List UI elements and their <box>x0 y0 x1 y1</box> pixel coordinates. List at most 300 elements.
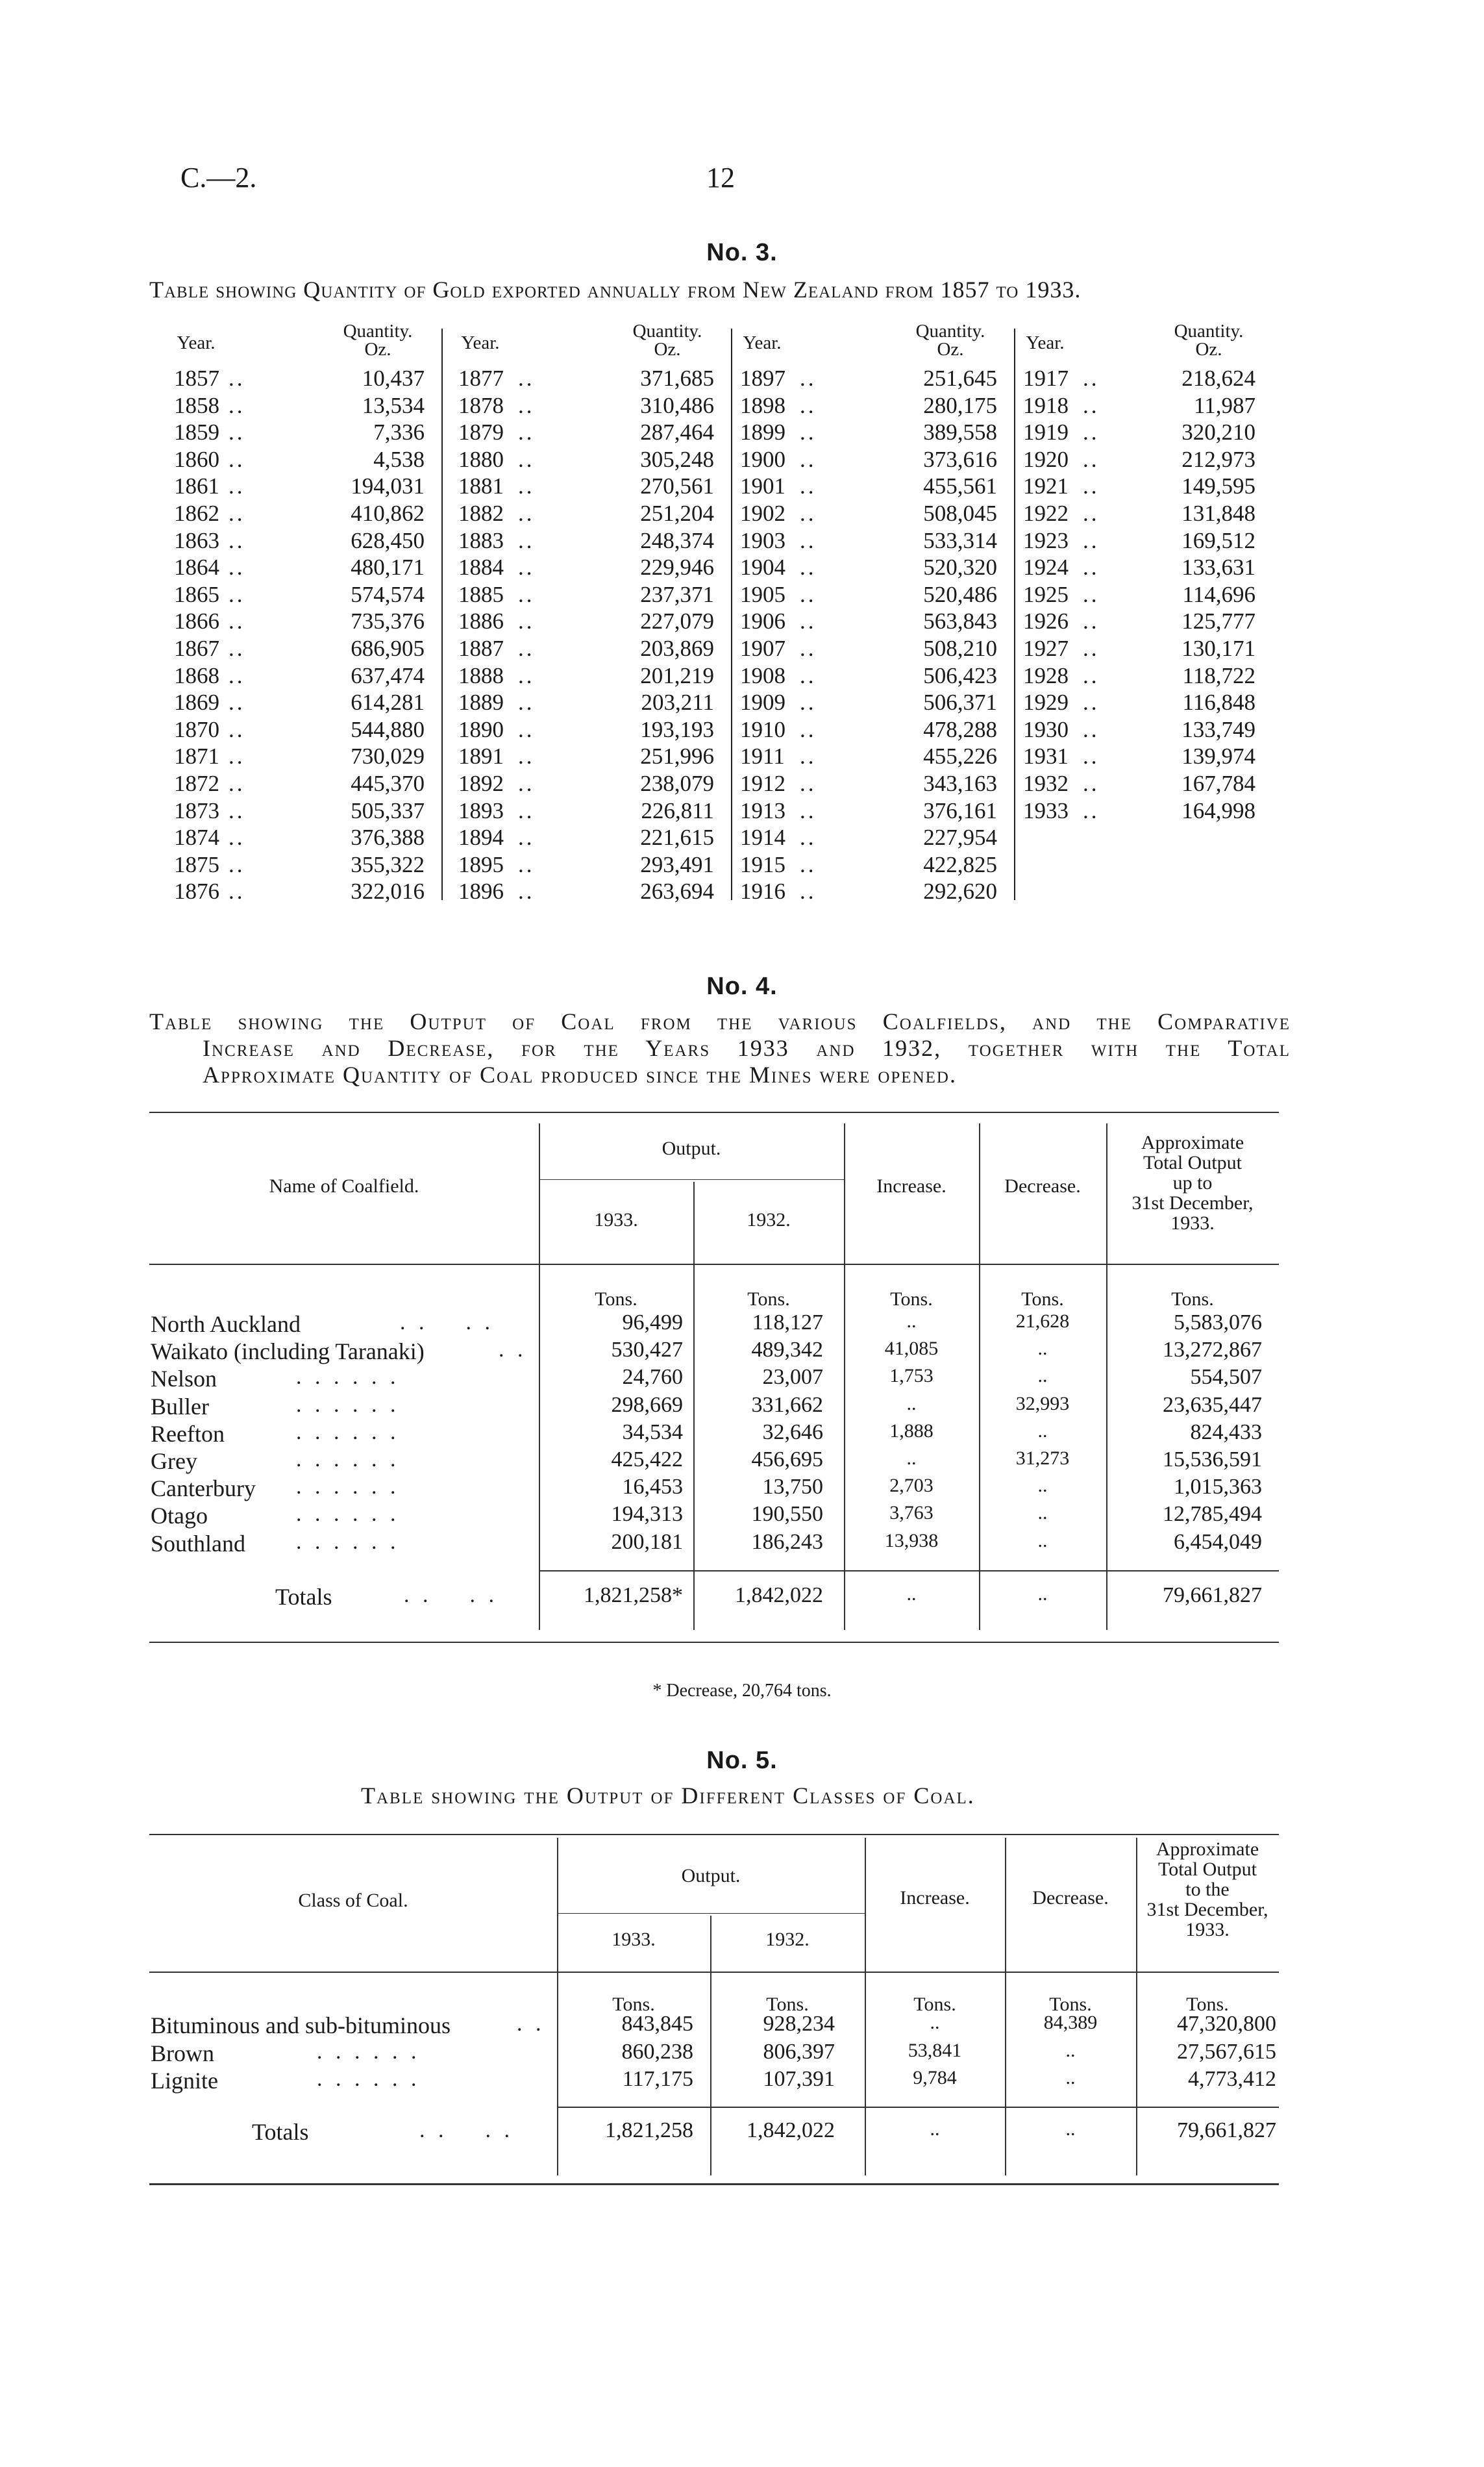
gold-row <box>454 473 732 500</box>
gold-quantity: 287,464 <box>640 420 714 445</box>
coal-row-decrease: .. <box>1037 1338 1048 1360</box>
gold-leader: .. <box>229 690 245 716</box>
gold-quantity: 445,370 <box>351 771 425 796</box>
table4-col-name: Name of Coalfield. <box>269 1175 419 1197</box>
gold-column <box>170 322 443 910</box>
gold-qty-header-line: Quantity. <box>343 321 413 342</box>
gold-quantity: 149,595 <box>1181 473 1255 499</box>
table4-totals-label: Totals <box>275 1584 332 1610</box>
gold-qty-header-line: Quantity. <box>1174 321 1244 342</box>
gold-row <box>736 743 1015 770</box>
gold-quantity: 305,248 <box>640 446 714 472</box>
gold-row <box>1019 527 1274 555</box>
coal-row-decrease: 21,628 <box>1015 1310 1070 1332</box>
gold-row <box>170 473 443 500</box>
gold-row <box>170 392 443 420</box>
gold-leader: .. <box>800 392 817 418</box>
table5-top-rule <box>149 1834 1279 1835</box>
gold-row <box>170 689 443 716</box>
gold-year: 1909 <box>740 690 785 716</box>
gold-quantity: 229,946 <box>640 555 714 581</box>
coal-row-1932: 806,397 <box>763 2039 835 2064</box>
gold-leader: .. <box>229 501 245 526</box>
gold-row <box>454 635 732 662</box>
gold-qty-header-unit: Oz. <box>937 339 964 360</box>
table4-top-rule <box>149 1112 1279 1113</box>
gold-row <box>170 581 443 608</box>
coal-row-1933: 860,238 <box>621 2039 693 2064</box>
table4-totals-rule <box>539 1570 1279 1572</box>
gold-year: 1924 <box>1023 555 1069 581</box>
gold-leader: .. <box>229 473 245 499</box>
coal-row-leader: . . . . . . <box>296 1447 400 1471</box>
gold-year: 1904 <box>740 555 785 581</box>
gold-column <box>454 322 732 910</box>
table4-unit-decrease: Tons. <box>1021 1288 1064 1310</box>
gold-quantity: 131,848 <box>1181 501 1255 526</box>
gold-row <box>170 554 443 581</box>
table5-caption: Table showing the Output of Different Classes of Coal. <box>361 1783 975 1809</box>
gold-year: 1898 <box>740 392 785 418</box>
coal-row-leader: . . . . . . <box>317 2039 421 2064</box>
gold-year: 1878 <box>458 392 504 418</box>
gold-qty-header-unit: Oz. <box>1195 339 1222 360</box>
gold-leader: .. <box>1083 608 1100 634</box>
gold-quantity: 371,685 <box>640 366 714 391</box>
coal-row-1932: 928,234 <box>763 2012 835 2036</box>
gold-row <box>170 716 443 744</box>
coal-row-total: 1,015,363 <box>1174 1475 1262 1499</box>
gold-quantity: 544,880 <box>351 716 425 742</box>
gold-quantity: 505,337 <box>351 797 425 823</box>
gold-row <box>1019 365 1274 392</box>
coal-row-total: 6,454,049 <box>1174 1529 1262 1554</box>
gold-quantity: 248,374 <box>640 527 714 553</box>
gold-quantity: 125,777 <box>1181 608 1255 634</box>
gold-leader: .. <box>800 851 817 877</box>
gold-quantity: 310,486 <box>640 392 714 418</box>
gold-year: 1893 <box>458 797 504 823</box>
gold-year: 1899 <box>740 420 785 445</box>
gold-year: 1923 <box>1023 527 1069 553</box>
table4-bottom-rule <box>149 1642 1279 1643</box>
gold-row <box>170 527 443 555</box>
gold-year: 1931 <box>1023 744 1069 770</box>
table4-totals-1932: 1,842,022 <box>735 1583 823 1607</box>
gold-quantity: 614,281 <box>351 690 425 716</box>
table4-col-output: Output. <box>662 1138 721 1159</box>
gold-quantity: 133,749 <box>1181 716 1255 742</box>
table4-col-1933: 1933. <box>594 1209 638 1231</box>
coal-row-name: Brown <box>151 2040 214 2066</box>
gold-quantity: 169,512 <box>1181 527 1255 553</box>
table4-col-total-line: Approximate <box>1141 1132 1244 1153</box>
gold-quantity: 508,210 <box>923 636 997 661</box>
gold-row <box>170 419 443 446</box>
gold-leader: .. <box>518 527 535 553</box>
table4-caption-line2: Increase and Decrease, for the Years 1933 and 1932, together with the Total <box>203 1035 1291 1061</box>
gold-year: 1894 <box>458 825 504 851</box>
coal-row-increase: .. <box>906 1447 917 1469</box>
gold-row <box>1019 392 1274 420</box>
gold-leader: .. <box>800 555 817 581</box>
gold-row <box>1019 689 1274 716</box>
coal-row-increase: 13,938 <box>884 1529 939 1551</box>
coal-row-1932: 23,007 <box>762 1365 823 1390</box>
coal-row-name: Nelson <box>151 1366 217 1392</box>
coal-row-leader: . . . . . . <box>296 1475 400 1499</box>
gold-row <box>736 446 1015 473</box>
gold-leader: .. <box>1083 744 1100 770</box>
gold-row <box>170 608 443 635</box>
gold-leader: .. <box>518 716 535 742</box>
gold-year: 1887 <box>458 636 504 661</box>
gold-year: 1926 <box>1023 608 1069 634</box>
table4-header-rule <box>149 1264 1279 1265</box>
gold-leader: .. <box>1083 771 1100 796</box>
gold-quantity: 7,336 <box>373 420 425 445</box>
gold-leader: .. <box>518 771 535 796</box>
table5-totals-decrease: .. <box>1065 2118 1076 2140</box>
table5-col-total-line: 31st December, <box>1146 1899 1268 1920</box>
gold-leader: .. <box>229 825 245 851</box>
gold-quantity: 563,843 <box>923 608 997 634</box>
gold-leader: .. <box>800 636 817 661</box>
coal-row-1932: 190,550 <box>751 1502 823 1527</box>
gold-year: 1862 <box>174 501 219 526</box>
gold-quantity: 212,973 <box>1181 446 1255 472</box>
table4-totals-leader: . . . . <box>404 1583 498 1607</box>
gold-row <box>736 473 1015 500</box>
coal-row-1933: 425,422 <box>611 1447 683 1471</box>
table5-totals-increase: .. <box>930 2118 940 2140</box>
coal-row-total: 15,536,591 <box>1163 1447 1262 1471</box>
gold-quantity: 10,437 <box>362 366 425 391</box>
gold-quantity: 637,474 <box>351 662 425 688</box>
table3-heading: No. 3. <box>706 239 778 266</box>
gold-leader: .. <box>1083 555 1100 581</box>
gold-qty-header <box>326 322 430 368</box>
gold-year-header: Year. <box>743 332 782 353</box>
gold-quantity: 376,161 <box>923 797 997 823</box>
gold-row <box>1019 581 1274 608</box>
table5-unit-1933: Tons. <box>612 1994 655 2015</box>
table4-col-1932: 1932. <box>747 1209 791 1231</box>
gold-quantity: 13,534 <box>362 392 425 418</box>
table5-col-1932: 1932. <box>765 1929 810 1950</box>
gold-quantity: 455,561 <box>923 473 997 499</box>
gold-year: 1874 <box>174 825 219 851</box>
gold-row <box>170 446 443 473</box>
table5-unit-increase: Tons. <box>913 1994 956 2015</box>
coal-row-increase: 41,085 <box>884 1338 939 1360</box>
gold-leader: .. <box>800 825 817 851</box>
gold-year: 1921 <box>1023 473 1069 499</box>
gold-year: 1929 <box>1023 690 1069 716</box>
gold-quantity: 263,694 <box>640 879 714 905</box>
gold-quantity: 480,171 <box>351 555 425 581</box>
gold-leader: .. <box>229 771 245 796</box>
gold-leader: .. <box>1083 446 1100 472</box>
gold-quantity: 194,031 <box>351 473 425 499</box>
gold-year: 1906 <box>740 608 785 634</box>
coal-row-1933: 117,175 <box>622 2067 693 2091</box>
coal-row-1933: 96,499 <box>622 1310 683 1334</box>
gold-year: 1861 <box>174 473 219 499</box>
gold-row <box>736 527 1015 555</box>
coal-row-1933: 34,534 <box>622 1420 683 1444</box>
coal-row-increase: .. <box>906 1310 917 1332</box>
coal-row-increase: .. <box>906 1392 917 1414</box>
gold-leader: .. <box>1083 366 1100 391</box>
gold-leader: .. <box>1083 797 1100 823</box>
gold-row <box>170 743 443 770</box>
gold-row <box>170 770 443 797</box>
gold-leader: .. <box>518 581 535 607</box>
gold-year: 1889 <box>458 690 504 716</box>
coal-row-total: 4,773,412 <box>1188 2067 1276 2091</box>
table5-col-decrease: Decrease. <box>1032 1887 1109 1909</box>
gold-year: 1857 <box>174 366 219 391</box>
gold-row <box>454 689 732 716</box>
coal-row-1932: 32,646 <box>762 1420 823 1444</box>
gold-row <box>454 365 732 392</box>
gold-row <box>454 662 732 690</box>
gold-quantity: 251,645 <box>923 366 997 391</box>
gold-row <box>736 581 1015 608</box>
gold-row <box>454 527 732 555</box>
coal-row-1933: 16,453 <box>622 1475 683 1499</box>
gold-quantity: 293,491 <box>640 851 714 877</box>
table5-unit-total: Tons. <box>1186 1994 1229 2015</box>
gold-quantity: 227,079 <box>640 608 714 634</box>
gold-quantity: 227,954 <box>923 825 997 851</box>
gold-year: 1917 <box>1023 366 1069 391</box>
table5-header-rule <box>149 1972 1279 1973</box>
gold-quantity: 11,987 <box>1194 392 1255 418</box>
gold-quantity: 251,996 <box>640 744 714 770</box>
gold-year: 1858 <box>174 392 219 418</box>
gold-year: 1882 <box>458 501 504 526</box>
gold-year: 1890 <box>458 716 504 742</box>
gold-quantity: 114,696 <box>1182 581 1255 607</box>
table5-unit-decrease: Tons. <box>1049 1994 1092 2015</box>
gold-row <box>1019 635 1274 662</box>
gold-year-header: Year. <box>1026 332 1065 353</box>
gold-leader: .. <box>518 636 535 661</box>
gold-quantity: 270,561 <box>640 473 714 499</box>
gold-quantity: 203,869 <box>640 636 714 661</box>
gold-row <box>736 500 1015 527</box>
gold-year: 1867 <box>174 636 219 661</box>
gold-leader: .. <box>800 527 817 553</box>
gold-year: 1932 <box>1023 771 1069 796</box>
gold-leader: .. <box>800 879 817 905</box>
gold-leader: .. <box>229 420 245 445</box>
coal-row-1932: 489,342 <box>751 1338 823 1362</box>
gold-row <box>1019 608 1274 635</box>
coal-row-decrease: .. <box>1037 1420 1048 1442</box>
gold-leader: .. <box>518 690 535 716</box>
gold-row <box>170 824 443 851</box>
gold-quantity: 167,784 <box>1181 771 1255 796</box>
gold-quantity: 4,538 <box>373 446 425 472</box>
coal-row-increase: 9,784 <box>913 2067 957 2088</box>
gold-year: 1859 <box>174 420 219 445</box>
coal-row-total: 13,272,867 <box>1163 1338 1262 1362</box>
gold-row <box>170 662 443 690</box>
table4-col-decrease: Decrease. <box>1004 1175 1081 1197</box>
gold-leader: .. <box>518 446 535 472</box>
table5-col-output: Output. <box>681 1865 741 1886</box>
coal-row-1932: 118,127 <box>752 1310 823 1334</box>
gold-row <box>454 392 732 420</box>
gold-year: 1915 <box>740 851 785 877</box>
coal-row-name: Southland <box>151 1530 246 1557</box>
gold-row <box>1019 662 1274 690</box>
gold-year: 1869 <box>174 690 219 716</box>
gold-qty-header-line: Quantity. <box>632 321 702 342</box>
coal-row-total: 824,433 <box>1190 1420 1262 1444</box>
table4-totals-total: 79,661,827 <box>1163 1583 1262 1607</box>
gold-qty-header <box>1157 322 1261 368</box>
coal-row-leader: . . . . <box>400 1310 494 1334</box>
table5-bottom-rule <box>149 2183 1279 2185</box>
table4-unit-1933: Tons. <box>595 1288 637 1310</box>
gold-quantity: 237,371 <box>640 581 714 607</box>
gold-quantity: 520,320 <box>923 555 997 581</box>
table5-totals-label: Totals <box>252 2119 309 2145</box>
gold-quantity: 533,314 <box>923 527 997 553</box>
table5-col-total-line: 1933. <box>1185 1919 1230 1940</box>
gold-year: 1879 <box>458 420 504 445</box>
coal-row-total: 47,320,800 <box>1177 2012 1276 2036</box>
gold-leader: .. <box>1083 716 1100 742</box>
gold-leader: .. <box>229 879 245 905</box>
gold-leader: .. <box>1083 636 1100 661</box>
gold-row <box>736 635 1015 662</box>
gold-year-header: Year. <box>461 332 500 353</box>
coal-row-decrease: .. <box>1037 1502 1048 1524</box>
gold-leader: .. <box>800 581 817 607</box>
gold-year: 1875 <box>174 851 219 877</box>
gold-row <box>170 635 443 662</box>
page-number: 12 <box>706 162 735 194</box>
coal-row-leader: . . . . . . <box>296 1420 400 1444</box>
gold-leader: .. <box>518 555 535 581</box>
gold-year: 1872 <box>174 771 219 796</box>
gold-year: 1901 <box>740 473 785 499</box>
coal-row-leader: . . . . . . <box>296 1529 400 1554</box>
gold-quantity: 139,974 <box>1181 744 1255 770</box>
gold-row <box>454 797 732 825</box>
gold-row <box>454 419 732 446</box>
gold-year: 1892 <box>458 771 504 796</box>
coal-row-leader: . . . . . . <box>296 1502 400 1527</box>
gold-year: 1920 <box>1023 446 1069 472</box>
gold-leader: .. <box>518 851 535 877</box>
coal-row-increase: 1,888 <box>889 1420 934 1442</box>
gold-year: 1911 <box>740 744 785 770</box>
gold-leader: .. <box>229 392 245 418</box>
table5-totals-leader: . . . . <box>419 2118 513 2142</box>
coal-row-leader: . . . . . . <box>296 1365 400 1390</box>
coal-row-1932: 456,695 <box>751 1447 823 1471</box>
gold-leader: .. <box>229 366 245 391</box>
gold-leader: .. <box>1083 527 1100 553</box>
table5-col-total-line: Approximate <box>1156 1838 1259 1860</box>
gold-row <box>170 878 443 905</box>
page-reference: C.—2. <box>180 162 257 194</box>
gold-quantity: 410,862 <box>351 501 425 526</box>
gold-leader: .. <box>229 608 245 634</box>
gold-quantity: 506,371 <box>923 690 997 716</box>
gold-row <box>454 743 732 770</box>
gold-row <box>1019 473 1274 500</box>
coal-row-decrease: 32,993 <box>1015 1392 1070 1414</box>
gold-leader: .. <box>229 636 245 661</box>
gold-year: 1891 <box>458 744 504 770</box>
gold-leader: .. <box>518 879 535 905</box>
table4-caption-line1: Table showing the Output of Coal from the various Coalfields, and the Comparative <box>149 1008 1291 1034</box>
table4-col-total-line: 1933. <box>1170 1212 1215 1234</box>
gold-row <box>170 797 443 825</box>
table4-footnote: * Decrease, 20,764 tons. <box>652 1681 832 1701</box>
gold-quantity: 574,574 <box>351 581 425 607</box>
coal-row-increase: .. <box>930 2012 940 2033</box>
coal-row-total: 27,567,615 <box>1177 2039 1276 2064</box>
gold-year: 1914 <box>740 825 785 851</box>
coal-row-increase: 53,841 <box>908 2039 962 2061</box>
gold-row <box>454 500 732 527</box>
gold-leader: .. <box>518 473 535 499</box>
gold-row <box>736 797 1015 825</box>
gold-leader: .. <box>800 797 817 823</box>
gold-year: 1883 <box>458 527 504 553</box>
gold-year: 1913 <box>740 797 785 823</box>
gold-row <box>736 716 1015 744</box>
gold-leader: .. <box>800 662 817 688</box>
gold-year: 1876 <box>174 879 219 905</box>
gold-year: 1910 <box>740 716 785 742</box>
gold-leader: .. <box>800 420 817 445</box>
gold-quantity: 193,193 <box>640 716 714 742</box>
gold-leader: .. <box>800 690 817 716</box>
table4-col-total-line: up to <box>1172 1172 1213 1194</box>
gold-year: 1930 <box>1023 716 1069 742</box>
gold-year: 1860 <box>174 446 219 472</box>
gold-leader: .. <box>800 501 817 526</box>
gold-row <box>736 662 1015 690</box>
gold-quantity: 376,388 <box>351 825 425 851</box>
gold-quantity: 355,322 <box>351 851 425 877</box>
gold-quantity: 320,210 <box>1181 420 1255 445</box>
table5-col-total <box>1136 1839 1279 1940</box>
table4-col-increase: Increase. <box>876 1175 946 1197</box>
gold-quantity: 201,219 <box>640 662 714 688</box>
gold-row <box>170 365 443 392</box>
gold-row <box>454 716 732 744</box>
gold-row <box>736 392 1015 420</box>
coal-row-decrease: .. <box>1065 2067 1076 2088</box>
table4-unit-1932: Tons. <box>747 1288 790 1310</box>
table5-col-class: Class of Coal. <box>298 1890 408 1911</box>
gold-year: 1870 <box>174 716 219 742</box>
table3-caption: Table showing Quantity of Gold exported annually from New Zealand from 1857 to 1933. <box>149 277 1082 303</box>
coal-row-total: 554,507 <box>1190 1365 1262 1390</box>
coal-row-decrease: 31,273 <box>1015 1447 1070 1469</box>
gold-row <box>736 851 1015 879</box>
